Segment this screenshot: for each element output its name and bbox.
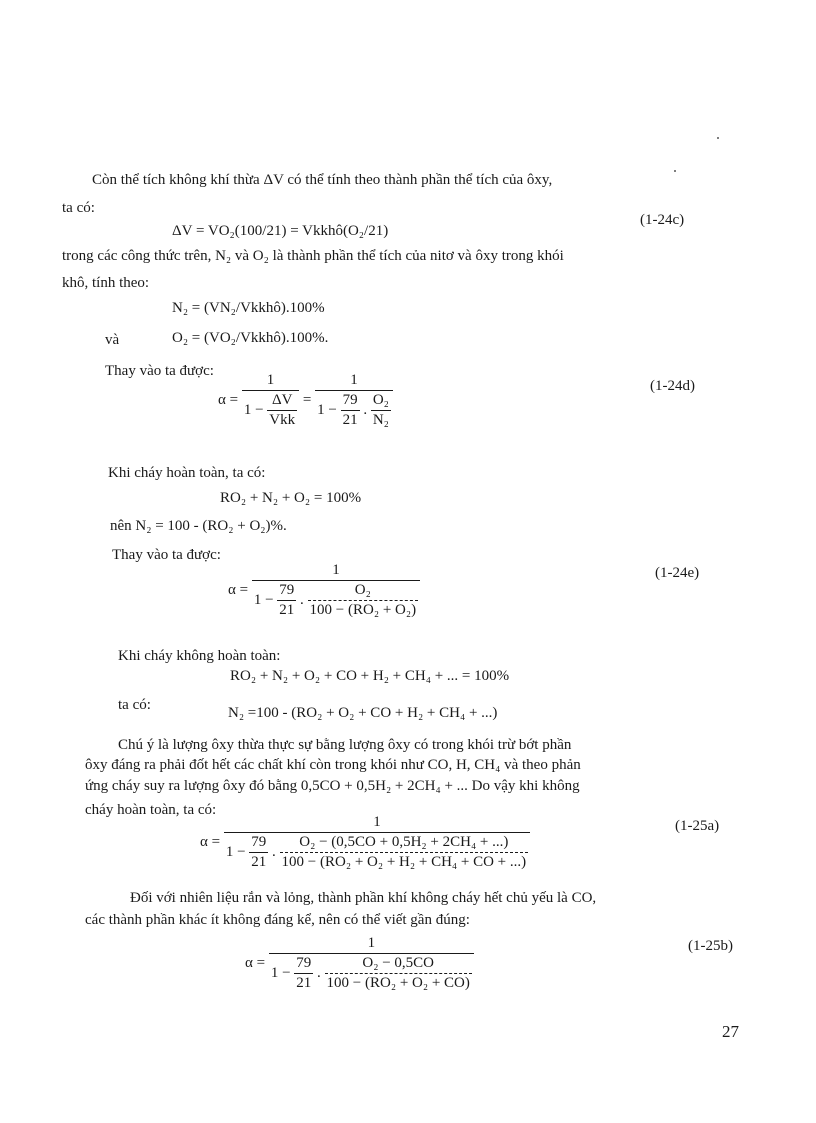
equation-lhs: α =: [228, 582, 249, 598]
text-thay-vao: Thay vào ta được:: [105, 363, 214, 379]
paragraph-line: trong các công thức trên, N₂ và O₂ là thành phần thể tích của nitơ và ôxy trong khói: [62, 248, 564, 264]
math-term: .: [317, 965, 321, 981]
text-khi-chay-kht: Khi cháy không hoàn toàn:: [118, 648, 281, 664]
fraction: [277, 582, 296, 619]
fraction-numerator: 1: [373, 814, 381, 830]
fraction: [267, 392, 297, 429]
fraction-denominator: [242, 390, 299, 429]
fraction-numerator: O₂: [354, 582, 371, 598]
fraction: [224, 814, 530, 871]
paragraph-line: Chú ý là lượng ôxy thừa thực sự bằng lượng ôxy có trong khói trừ bớt phần: [118, 737, 572, 753]
equation-lhs: α =: [200, 834, 221, 850]
paragraph-line: ta có:: [62, 200, 95, 216]
fraction-denominator: 100 − (RO₂ + O₂ + H₂ + CH₄ + CO + ...): [281, 854, 527, 870]
equation-1-24c: ΔV = VO₂(100/21) = Vkkhô(O₂/21): [172, 223, 389, 239]
text-khi-chay: Khi cháy hoàn toàn, ta có:: [108, 465, 266, 481]
fraction-denominator: [315, 390, 393, 429]
math-term: .: [272, 844, 276, 860]
fraction: [280, 834, 529, 871]
fraction-numerator: 1: [367, 935, 376, 951]
fraction-denominator: Vkk: [269, 412, 296, 428]
fraction-numerator: ΔV: [271, 392, 293, 408]
fraction-numerator: O₂ − (0,5CO + 0,5H₂ + 2CH₄ + ...): [299, 834, 509, 850]
fraction: [249, 834, 268, 871]
fraction-denominator: 21: [251, 854, 267, 870]
math-term: 1 −: [317, 402, 337, 418]
fraction-numerator: 79: [296, 955, 312, 971]
equation-lhs: α =: [218, 392, 239, 408]
scan-speck: [717, 137, 719, 139]
fraction-numerator: 79: [251, 834, 267, 850]
equation-n2: N₂ = (VN₂/Vkkhô).100%: [172, 300, 325, 316]
fraction: [308, 582, 419, 619]
fraction-denominator: [252, 580, 420, 619]
paragraph-line: khô, tính theo:: [62, 275, 150, 291]
equation-lhs: α =: [245, 955, 266, 971]
fraction-denominator: 21: [279, 602, 295, 618]
math-term: 1 −: [225, 844, 246, 860]
fraction: [371, 392, 391, 429]
word-va: và: [105, 332, 120, 348]
equation-label: (1-24d): [650, 378, 695, 394]
fraction-numerator: 1: [332, 562, 340, 578]
math-term: =: [302, 392, 312, 408]
fraction-denominator: 21: [342, 412, 358, 428]
scan-speck: [674, 170, 676, 172]
paragraph-line: cháy hoàn toàn, ta có:: [85, 802, 217, 818]
equation-1-25a: [200, 814, 530, 871]
equation-sum-1: RO₂ + N₂ + O₂ = 100%: [220, 490, 362, 506]
paragraph-line: Còn thể tích không khí thừa ΔV có thể tính theo thành phần thể tích của ôxy,: [92, 172, 553, 188]
equation-label: (1-24e): [655, 565, 700, 581]
fraction: [315, 372, 393, 429]
text-thay-vao: Thay vào ta được:: [112, 547, 221, 563]
equation-o2: O₂ = (VO₂/Vkkhô).100%.: [172, 330, 329, 346]
equation-1-24d: [218, 372, 393, 429]
fraction: [269, 935, 474, 992]
fraction-denominator: 100 − (RO₂ + O₂): [309, 602, 417, 618]
paragraph-line: các thành phần khác ít không đáng kể, nên có thể viết gần đúng:: [85, 912, 470, 928]
fraction: [242, 372, 299, 429]
math-term: 1 −: [253, 592, 274, 608]
equation-1-24e: [228, 562, 420, 619]
fraction: [325, 955, 472, 992]
fraction: [252, 562, 420, 619]
fraction-denominator: N₂: [372, 412, 389, 428]
fraction-denominator: 21: [296, 975, 312, 991]
fraction-numerator: O₂: [372, 392, 389, 408]
page-number: 27: [722, 1022, 739, 1041]
paragraph-line: ứng cháy suy ra lượng ôxy đó bằng 0,5CO + 0,5H₂ + 2CH₄ + ... Do vậy khi không: [85, 778, 580, 794]
fraction: [294, 955, 313, 992]
fraction-numerator: O₂ − 0,5CO: [362, 955, 435, 971]
math-term: 1 −: [243, 402, 264, 418]
equation-nen: nên N₂ = 100 - (RO₂ + O₂)%.: [110, 518, 287, 534]
fraction-numerator: 1: [266, 372, 275, 388]
fraction-numerator: 1: [350, 372, 358, 388]
fraction-denominator: 100 − (RO₂ + O₂ + CO): [326, 975, 470, 991]
paragraph-line: Đối với nhiên liệu rắn và lỏng, thành phần khí không cháy hết chủ yếu là CO,: [130, 890, 597, 906]
equation-label: (1-25a): [675, 818, 720, 834]
equation-label: (1-25b): [688, 938, 733, 954]
equation-1-25b: [245, 935, 474, 992]
fraction: [341, 392, 360, 429]
math-term: .: [363, 402, 368, 418]
paragraph-line: ôxy đáng ra phải đốt hết các chất khí còn trong khói như CO, H, CH₄ và theo phản: [85, 757, 581, 773]
fraction-numerator: 79: [279, 582, 295, 598]
equation-sum-2: RO₂ + N₂ + O₂ + CO + H₂ + CH₄ + ... = 100%: [230, 668, 510, 684]
fraction-denominator: [224, 832, 530, 871]
math-term: .: [300, 592, 304, 608]
equation-label: (1-24c): [640, 212, 685, 228]
fraction-numerator: 79: [342, 392, 358, 408]
fraction-denominator: [269, 953, 474, 992]
equation-n2b: N₂ =100 - (RO₂ + O₂ + CO + H₂ + CH₄ + ...): [228, 705, 498, 721]
math-term: 1 −: [270, 965, 291, 981]
text-ta-co: ta có:: [118, 697, 151, 713]
